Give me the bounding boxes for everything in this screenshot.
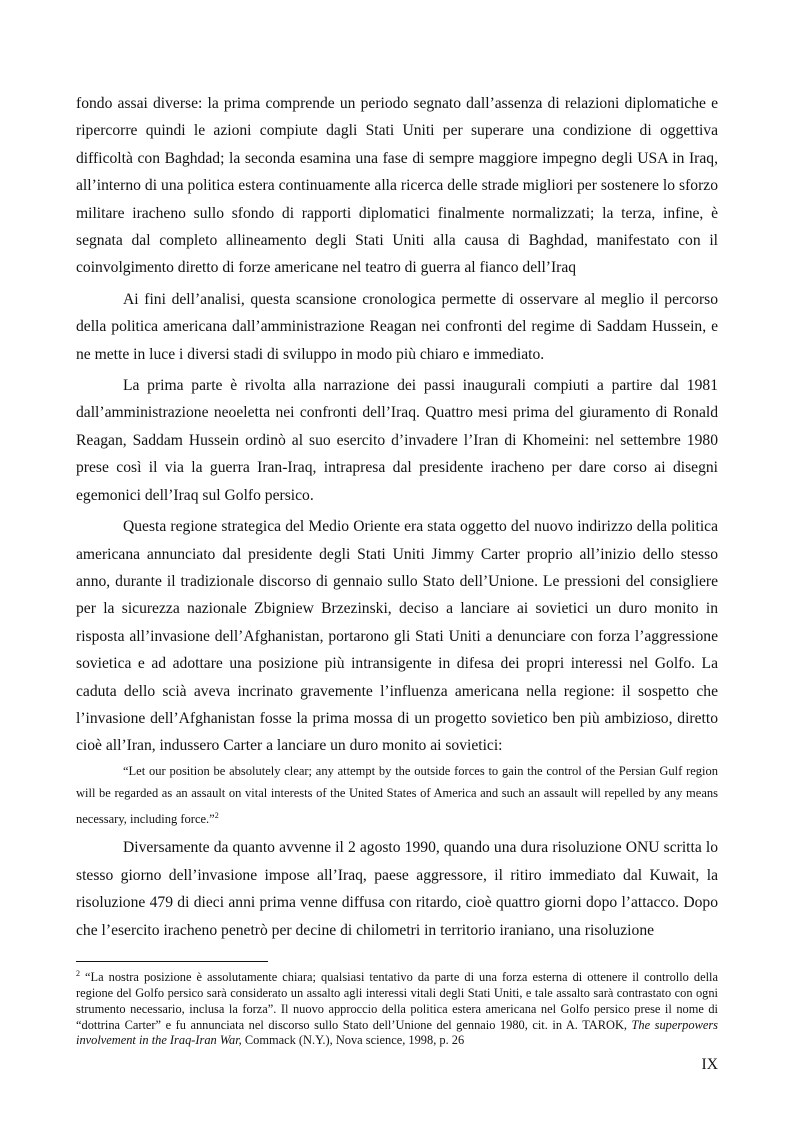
- paragraph: Ai fini dell’analisi, questa scansione cronologica permette di osservare al meglio il percorso della politica americana dall’amministrazione Reagan nei confronti del regime di Saddam Hussein, e ne mette in luce i diversi stadi di sviluppo in modo più chiaro e immediato.: [76, 290, 718, 363]
- paragraph-continued: fondo assai diverse: la prima comprende un periodo segnato dall’assenza di relazioni diplomatiche e ripercorre quindi le azioni compiute dagli Stati Uniti per superare una condizione di oggettiva difficoltà con Baghdad; la seconda esamina una fase di sempre maggiore impegno degli USA in Iraq, all’interno di una politica estera continuamente alla ricerca delle strade migliori per sostenere lo sforzo militare iracheno sullo sfondo di rapporti diplomatici finalmente normalizzati; la terza, infine, è segnata dal completo allineamento degli Stati Uniti alla causa di Baghdad, manifestato con il coinvolgimento diretto di forze americane nel teatro di guerra al fianco dell’Iraq: [76, 95, 718, 277]
- paragraph: Questa regione strategica del Medio Oriente era stata oggetto del nuovo indirizzo della politica americana annunciato dal presidente degli Stati Uniti Jimmy Carter proprio all’inizio dello stesso anno, durante il tradizionale discorso di gennaio sullo Stato dell’Unione. Le pressioni del consigliere per la sicurezza nazionale Zbigniew Brzezinski, deciso a lanciare ai sovietici un duro monito in risposta all’invasione dell’Afghanistan, portarono gli Stati Uniti a denunciare con forza l’aggressione sovietica e ad adottare una posizione più intransigente in difesa dei propri interessi nel Golfo. La caduta dello scià aveva incrinato gravemente l’influenza americana nella regione: il sospetto che l’invasione dell’Afghanistan fosse la prima mossa di un progetto sovietico ben più ambizioso, diretto cioè all’Iran, indussero Carter a lanciare un duro monito ai sovietici:: [76, 518, 718, 755]
- paragraph: La prima parte è rivolta alla narrazione dei passi inaugurali compiuti a partire dal 1981 dall’amministrazione neoeletta nei confronti dell’Iraq. Quattro mesi prima del giuramento di Ronald Reagan, Saddam Hussein ordinò al suo esercito d’invadere l’Iran di Khomeini: nel settembre 1980 prese così il via la guerra Iran-Iraq, intrapresa dal presidente iracheno per dare corso ai disegni egemonici dell’Iraq sul Golfo persico.: [76, 377, 718, 504]
- footnote-reference[interactable]: 2: [214, 810, 219, 820]
- footnote-number: 2: [76, 969, 80, 978]
- footnote-citation-details: Commack (N.Y.), Nova science, 1998, p. 26: [241, 1033, 465, 1048]
- paragraph: Diversamente da quanto avvenne il 2 agosto 1990, quando una dura risoluzione ONU scritta lo stesso giorno dell’invasione impose all’Iraq, paese aggressore, il ritiro immediato dal Kuwait, la risoluzione 479 di dieci anni prima venne diffusa con ritardo, cioè quattro giorni dopo l’attacco. Dopo che l’esercito iracheno penetrò per decine di chilometri in territorio iraniano, una risoluzione: [76, 839, 718, 939]
- page-number: IX: [701, 1056, 718, 1073]
- footnote-text: “La nostra posizione è assolutamente chiara; qualsiasi tentativo da parte di una forza esterna di ottenere il controllo della regione del Golfo persico sarà considerato un assalto agli interessi vitali degli Stati Uniti, e tale assalto sarà contrastato con ogni strumento necessario, inclusa la forza”. Il nuovo approccio della politica estera americana nel Golfo persico prese il nome di “dottrina Carter” e fu annunciata nel discorso sullo Stato dell’Unione del gennaio 1980, cit. in A. TAROK,: [76, 970, 718, 1032]
- block-quote: [76, 760, 718, 831]
- body-text: [76, 90, 718, 944]
- footnote-divider: [76, 961, 268, 962]
- footnote-cited-title: The superpowers involvement in the Iraq-Iran War,: [76, 1017, 718, 1048]
- footnote: [76, 966, 718, 1049]
- quote-text: “Let our position be absolutely clear; any attempt by the outside forces to gain the control of the Persian Gulf region will be regarded as an assault on vital interests of the United States of America and such an assault will repelled by any means necessary, including force.”: [76, 763, 718, 826]
